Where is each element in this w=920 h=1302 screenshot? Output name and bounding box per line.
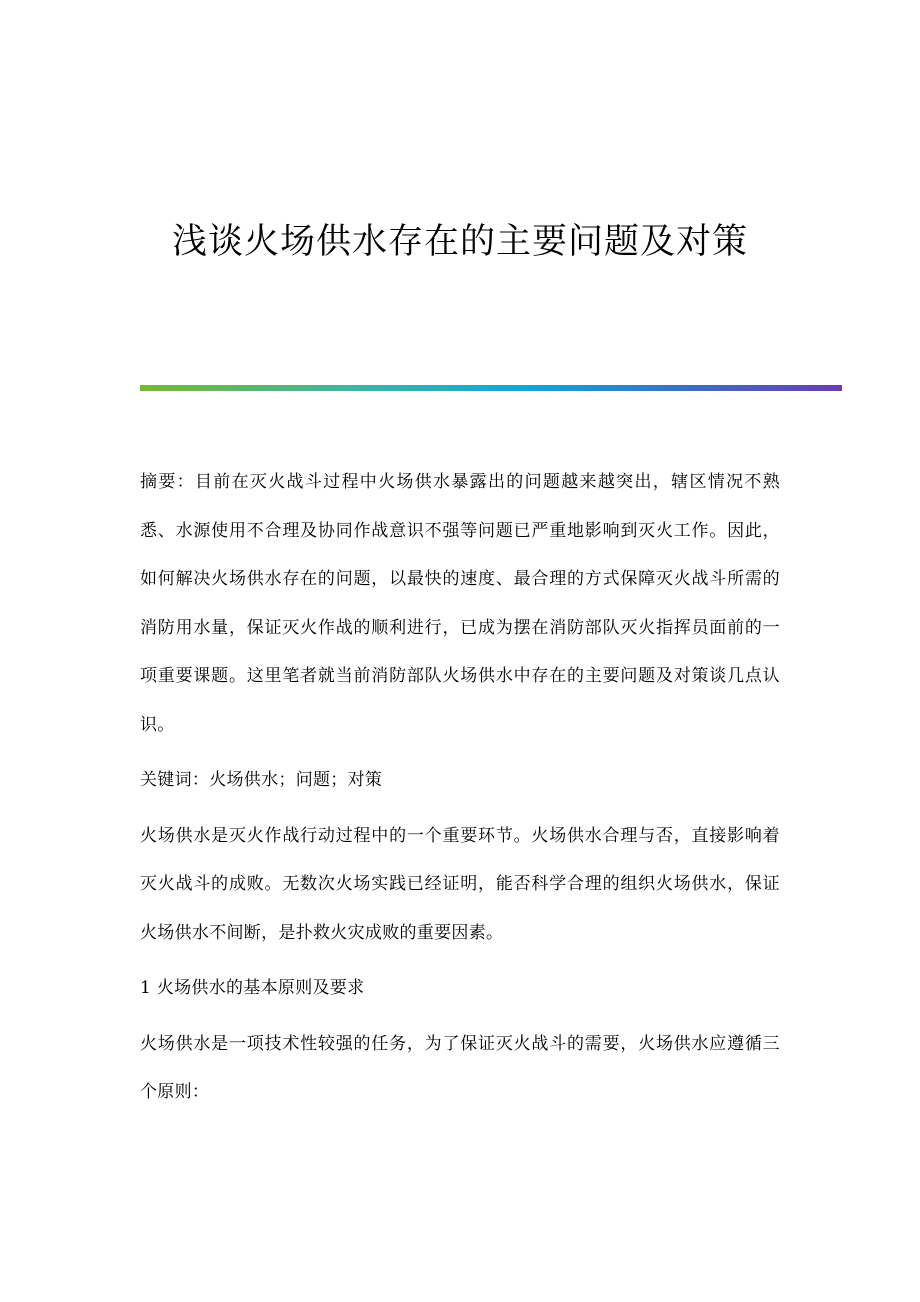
title-divider [140, 385, 842, 391]
section-heading: 1 火场供水的基本原则及要求 [140, 978, 365, 998]
abstract-paragraph: 摘要：目前在灭火战斗过程中火场供水暴露出的问题越来越突出，辖区情况不熟悉、水源使用不合理及协同作战意识不强等问题已严重地影响到灭火工作。因此，如何解决火场供水存在的问题，以最快的速度、最合理的方式保障灭火战斗所需的消防用水量，保证灭火作战的顺利进行，已成为摆在消防部队灭火指挥员面前的一项重要课题。这里笔者就当前消防部队火场供水中存在的主要问题及对策谈几点认识。 [140, 472, 780, 735]
document-body [140, 458, 780, 1124]
keywords-line: 关键词：火场供水；问题；对策 [140, 770, 383, 790]
document-title: 浅谈火场供水存在的主要问题及对策 [171, 222, 748, 262]
intro-paragraph: 火场供水是灭火作战行动过程中的一个重要环节。火场供水合理与否，直接影响着灭火战斗的成败。无数次火场实践已经证明，能否科学合理的组织火场供水，保证火场供水不间断，是扑救火灾成败的重要因素。 [140, 825, 780, 943]
section-paragraph: 火场供水是一项技术性较强的任务，为了保证灭火战斗的需要，火场供水应遵循三个原则： [140, 1033, 780, 1102]
